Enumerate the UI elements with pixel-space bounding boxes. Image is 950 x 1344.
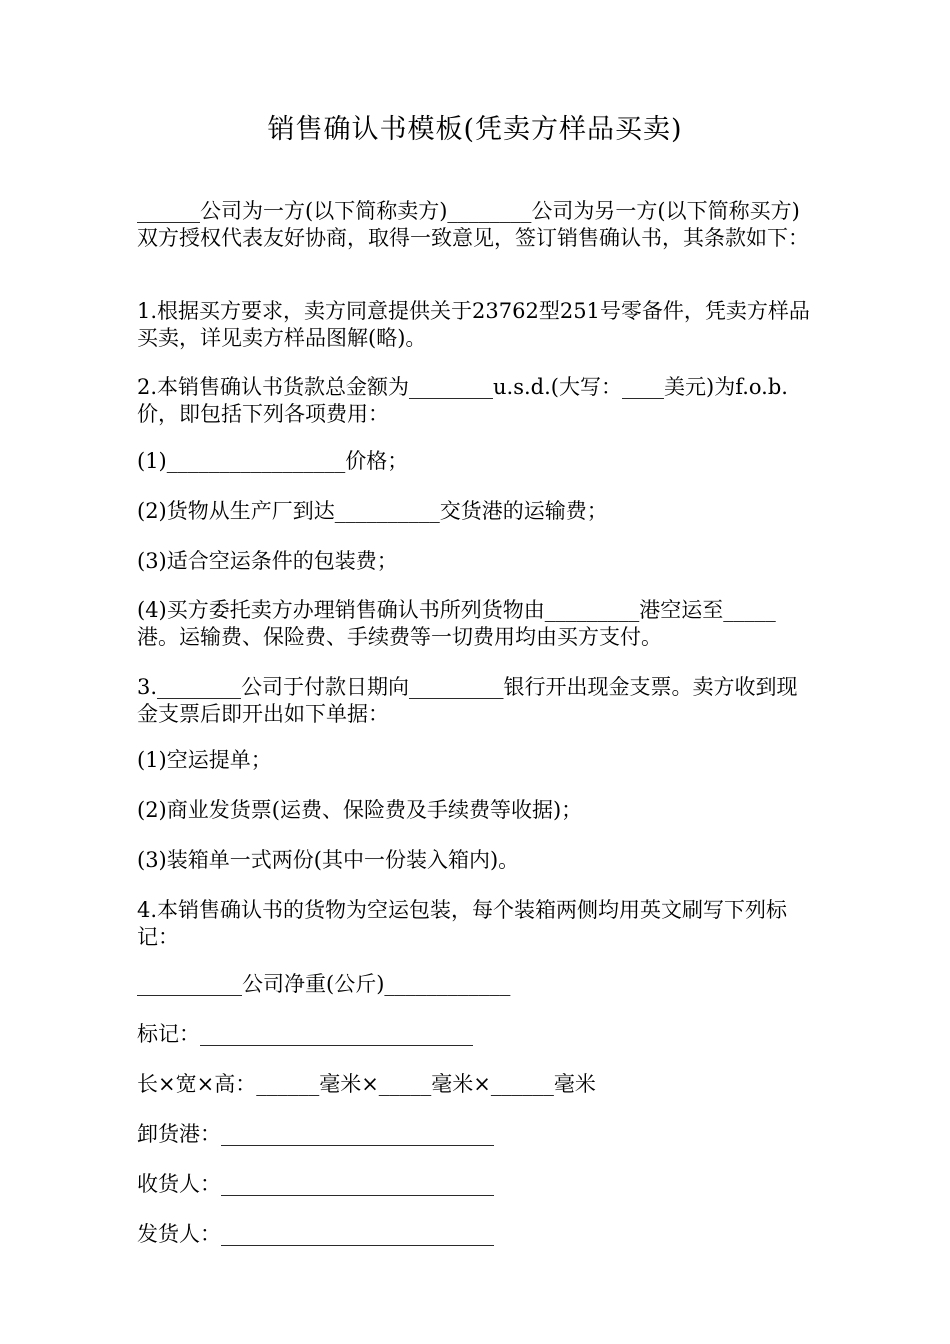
clause-2-item-4: (4)买方委托卖方办理销售确认书所列货物由_________港空运至_____港。运输费、保险费、手续费等一切费用均由买方支付。 bbox=[137, 598, 776, 649]
marks-field: 标记：__________________________ bbox=[137, 1022, 473, 1046]
document-title: 销售确认书模板(凭卖方样品买卖) bbox=[267, 114, 683, 145]
clause-3-item-2: (2)商业发货票(运费、保险费及手续费等收据)； bbox=[137, 798, 583, 822]
clause-2-item-1: (1)_________________价格； bbox=[137, 449, 409, 473]
clause-1: 1.根据买方要求，卖方同意提供关于23762型251号零备件，凭卖方样品买卖，详见卖方样品图解(略)。 bbox=[137, 299, 810, 350]
dimensions-field: 长×宽×高：______毫米×_____毫米×______毫米 bbox=[137, 1072, 596, 1096]
clause-2: 2.本销售确认书货款总金额为________u.s.d.(大写：____美元)为f.o.b.价，即包括下列各项费用： bbox=[137, 375, 788, 426]
consignee-field: 收货人：__________________________ bbox=[137, 1172, 494, 1196]
clause-3-item-3: (3)装箱单一式两份(其中一份装入箱内)。 bbox=[137, 848, 520, 872]
clause-2-item-3: (3)适合空运条件的包装费； bbox=[137, 549, 398, 573]
shipper-field: 发货人：__________________________ bbox=[137, 1222, 494, 1246]
clause-3: 3.________公司于付款日期向_________银行开出现金支票。卖方收到现金支票后即开出如下单据： bbox=[137, 675, 798, 726]
clause-4: 4.本销售确认书的货物为空运包装，每个装箱两侧均用英文刷写下列标记： bbox=[137, 898, 788, 949]
clause-3-item-1: (1)空运提单； bbox=[137, 748, 272, 772]
intro-paragraph: ______公司为一方(以下简称卖方)________公司为另一方(以下简称买方)双方授权代表友好协商，取得一致意见，签订销售确认书，其条款如下： bbox=[137, 199, 809, 250]
clause-2-item-2: (2)货物从生产厂到达__________交货港的运输费； bbox=[137, 499, 608, 523]
unloading-port-field: 卸货港：__________________________ bbox=[137, 1122, 494, 1146]
net-weight-field: __________公司净重(公斤)____________ bbox=[137, 972, 511, 996]
